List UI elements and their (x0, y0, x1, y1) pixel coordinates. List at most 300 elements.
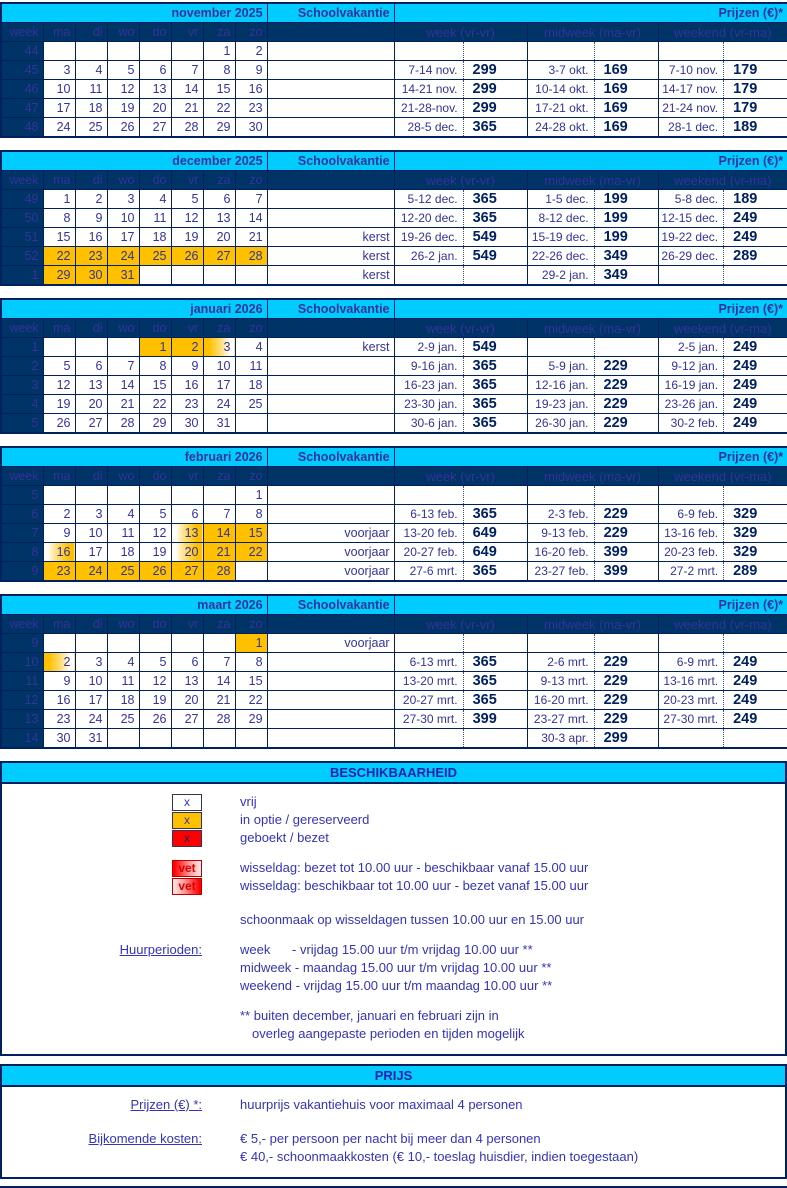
vacation-label-cell (267, 505, 394, 524)
vacation-label-cell (267, 99, 394, 118)
availability-legend (2, 793, 785, 847)
price-date: 14-21 nov. (401, 82, 458, 96)
day-cell: 9 (43, 524, 75, 543)
price-cell-week (394, 710, 527, 729)
week-row (1, 653, 787, 672)
price-value: 199 (603, 191, 628, 207)
day-cell: 3 (43, 61, 75, 80)
day-cell (43, 338, 75, 357)
day-cell: 26 (139, 710, 171, 729)
price-date: 20-27 feb. (403, 545, 458, 559)
day-cell: 10 (75, 672, 107, 691)
price-date: 9-12 jan. (671, 359, 719, 373)
week-number-cell: 10 (1, 653, 43, 672)
week-number-cell: 8 (1, 543, 43, 562)
day-cell: 20 (171, 691, 203, 710)
week-number-cell: 51 (1, 228, 43, 247)
day-cell: 14 (107, 376, 139, 395)
day-cell: 19 (43, 395, 75, 414)
schoolvakantie-title: Schoolvakantie (267, 151, 394, 171)
price-separator (723, 486, 724, 504)
day-cell: 22 (235, 543, 267, 562)
day-column-header-ma: ma (43, 171, 75, 190)
vacation-label-cell (267, 414, 394, 434)
month-title: december 2025 (1, 151, 267, 171)
price-cell-weekend (658, 634, 787, 653)
day-cell: 22 (203, 99, 235, 118)
day-column-header-do: do (139, 467, 171, 486)
week-row (1, 42, 787, 61)
day-cell (107, 634, 139, 653)
day-cell: 15 (139, 376, 171, 395)
day-cell: 11 (107, 672, 139, 691)
price-cell-midweek (527, 99, 658, 118)
day-cell: 2 (43, 505, 75, 524)
price-value: 249 (733, 396, 758, 412)
price-cell-midweek (527, 691, 658, 710)
vacation-label-cell (267, 653, 394, 672)
price-date: 7-14 nov. (408, 63, 458, 77)
week-number-cell: 49 (1, 190, 43, 209)
day-cell: 15 (235, 524, 267, 543)
week-row (1, 228, 787, 247)
week-number-cell: 5 (1, 414, 43, 434)
day-cell: 26 (107, 118, 139, 138)
price-date: 9-13 feb. (541, 526, 589, 540)
day-cell: 2 (43, 653, 75, 672)
price-cell-week (394, 543, 527, 562)
huurperioden-label: Huurperioden: (119, 942, 202, 957)
price-value: 229 (603, 506, 628, 522)
price-cell-week (394, 505, 527, 524)
price-column-header-0: week (vr-vr) (394, 319, 527, 338)
bijkomende-kosten-block (2, 1130, 785, 1166)
week-row (1, 395, 787, 414)
price-date: 19-26 dec. (400, 230, 458, 244)
month-header-row (1, 299, 787, 319)
price-value: 365 (472, 377, 497, 393)
schoolvakantie-title: Schoolvakantie (267, 3, 394, 23)
day-cell: 14 (203, 672, 235, 691)
price-cell-weekend (658, 653, 787, 672)
price-value: 189 (733, 119, 758, 135)
price-column-header-0: week (vr-vr) (394, 23, 527, 42)
price-value: 229 (603, 525, 628, 541)
day-cell: 19 (171, 228, 203, 247)
month-table-4 (0, 446, 787, 582)
day-column-header-za: za (203, 23, 235, 42)
price-cell-weekend (658, 672, 787, 691)
price-value: 365 (472, 673, 497, 689)
price-value: 229 (603, 673, 628, 689)
price-separator (723, 42, 724, 60)
day-cell: 24 (75, 562, 107, 582)
day-cell: 27 (203, 247, 235, 266)
price-cell-weekend (658, 61, 787, 80)
day-cell: 17 (203, 376, 235, 395)
day-cell: 13 (171, 524, 203, 543)
vacation-label-cell (267, 672, 394, 691)
day-cell: 30 (235, 118, 267, 138)
day-column-header-ma: ma (43, 23, 75, 42)
day-cell: 2 (235, 42, 267, 61)
bijkomende-row (2, 1148, 785, 1166)
prijzen-title: Prijzen (€)* (394, 299, 787, 319)
price-column-header-1: midweek (ma-vr) (527, 171, 658, 190)
day-cell: 13 (139, 80, 171, 99)
day-cell: 4 (107, 653, 139, 672)
week-number-cell: 4 (1, 395, 43, 414)
wisseldag-legend (2, 859, 785, 895)
price-date: 7-10 nov. (668, 63, 719, 77)
week-row (1, 61, 787, 80)
footnote-row-2 (2, 1025, 785, 1043)
price-value: 249 (733, 339, 758, 355)
price-cell-week (394, 266, 527, 286)
price-date: 6-13 mrt. (409, 655, 458, 669)
day-cell: 1 (43, 190, 75, 209)
footnote-row-1 (2, 1007, 785, 1025)
day-cell: 26 (139, 562, 171, 582)
day-cell: 5 (139, 505, 171, 524)
bijkomende-line: € 40,- schoonmaakkosten (€ 10,- toeslag huisdier, indien toegestaan) (240, 1149, 639, 1164)
price-cell-weekend (658, 691, 787, 710)
week-number-cell: 12 (1, 691, 43, 710)
price-value: 229 (603, 415, 628, 431)
day-cell: 13 (75, 376, 107, 395)
price-date: 26-30 jan. (535, 416, 589, 430)
day-cell: 24 (203, 395, 235, 414)
day-cell: 8 (203, 61, 235, 80)
price-date: 30-2 feb. (670, 416, 719, 430)
price-cell-weekend (658, 80, 787, 99)
prijzen-text: huurprijs vakantiehuis voor maximaal 4 personen (240, 1097, 523, 1112)
day-cell: 31 (107, 266, 139, 286)
price-cell-midweek (527, 376, 658, 395)
week-number-cell: 7 (1, 524, 43, 543)
price-cell-week (394, 247, 527, 266)
week-row (1, 710, 787, 729)
day-cell: 3 (75, 653, 107, 672)
price-cell-midweek (527, 505, 658, 524)
week-number-cell: 3 (1, 376, 43, 395)
price-date: 13-16 feb. (664, 526, 719, 540)
vacation-label-cell (267, 691, 394, 710)
day-cell: 9 (75, 209, 107, 228)
price-cell-midweek (527, 209, 658, 228)
week-number-cell: 9 (1, 562, 43, 582)
day-cell: 13 (203, 209, 235, 228)
day-column-header-vr: vr (171, 467, 203, 486)
day-cell: 12 (107, 80, 139, 99)
price-date: 27-30 mrt. (663, 712, 719, 726)
availability-item (2, 811, 785, 829)
day-cell: 22 (139, 395, 171, 414)
day-cell: 8 (235, 653, 267, 672)
day-cell (171, 486, 203, 505)
prijs-header: PRIJS (2, 1066, 785, 1087)
schoonmaak-row (2, 911, 785, 929)
price-cell-weekend (658, 228, 787, 247)
huurperioden-line: weekend - vrijdag 15.00 uur t/m maandag 10.00 uur ** (240, 978, 553, 993)
day-cell (75, 42, 107, 61)
price-value: 229 (603, 358, 628, 374)
day-cell: 1 (139, 338, 171, 357)
price-separator (463, 266, 464, 284)
price-column-header-1: midweek (ma-vr) (527, 467, 658, 486)
price-date: 16-20 mrt. (533, 693, 589, 707)
day-cell (75, 338, 107, 357)
price-date: 9-13 mrt. (540, 674, 589, 688)
prijs-section (0, 1064, 787, 1179)
day-cell: 20 (75, 395, 107, 414)
week-number-cell: 2 (1, 357, 43, 376)
vacation-label-cell (267, 357, 394, 376)
vacation-label-cell: voorjaar (267, 562, 394, 582)
price-separator (723, 266, 724, 284)
week-row (1, 486, 787, 505)
price-date: 10-14 okt. (535, 82, 589, 96)
week-row (1, 414, 787, 434)
price-value: 289 (733, 563, 758, 579)
price-cell-weekend (658, 524, 787, 543)
price-value: 365 (472, 119, 497, 135)
vacation-label-cell: kerst (267, 228, 394, 247)
availability-item (2, 793, 785, 811)
day-cell (107, 486, 139, 505)
day-cell: 16 (75, 228, 107, 247)
schoolvakantie-column-header (267, 615, 394, 634)
day-cell: 17 (75, 691, 107, 710)
beschikbaarheid-content (2, 784, 785, 1054)
huurperioden-line: midweek - maandag 15.00 uur t/m vrijdag 10.00 uur ** (240, 960, 552, 975)
day-column-header-za: za (203, 171, 235, 190)
price-cell-week (394, 357, 527, 376)
vacation-label-cell: voorjaar (267, 543, 394, 562)
schoolvakantie-column-header (267, 23, 394, 42)
vacation-label-cell (267, 486, 394, 505)
price-date: 5-8 dec. (674, 192, 719, 206)
price-separator (594, 634, 595, 652)
week-row (1, 562, 787, 582)
price-cell-weekend (658, 395, 787, 414)
price-cell-week (394, 42, 527, 61)
price-value: 249 (733, 377, 758, 393)
day-cell: 24 (107, 247, 139, 266)
day-cell (139, 266, 171, 286)
price-cell-weekend (658, 118, 787, 138)
week-row (1, 729, 787, 749)
day-column-header-wo: wo (107, 467, 139, 486)
week-number-cell: 13 (1, 710, 43, 729)
price-date: 20-23 feb. (664, 545, 719, 559)
price-value: 179 (733, 62, 758, 78)
price-value: 249 (733, 692, 758, 708)
prijzen-title: Prijzen (€)* (394, 447, 787, 467)
legend-swatch-booked: x (172, 830, 202, 847)
day-cell: 20 (171, 543, 203, 562)
price-value: 229 (603, 654, 628, 670)
prijzen-title: Prijzen (€)* (394, 3, 787, 23)
price-cell-midweek (527, 653, 658, 672)
week-number-cell: 5 (1, 486, 43, 505)
day-cell: 15 (203, 80, 235, 99)
day-column-header-do: do (139, 319, 171, 338)
price-date: 21-28-nov. (401, 101, 458, 115)
price-cell-weekend (658, 486, 787, 505)
day-column-header-do: do (139, 615, 171, 634)
day-cell: 6 (139, 61, 171, 80)
month-header-row (1, 595, 787, 615)
day-cell (107, 338, 139, 357)
week-number-cell: 9 (1, 634, 43, 653)
price-cell-weekend (658, 414, 787, 434)
day-cell (75, 486, 107, 505)
price-value: 365 (472, 358, 497, 374)
day-cell: 18 (235, 376, 267, 395)
day-cell: 6 (203, 190, 235, 209)
week-row (1, 266, 787, 286)
price-cell-midweek (527, 338, 658, 357)
price-cell-week (394, 338, 527, 357)
month-title: maart 2026 (1, 595, 267, 615)
week-number-cell: 47 (1, 99, 43, 118)
day-cell: 17 (43, 99, 75, 118)
day-cell: 5 (171, 190, 203, 209)
vacation-label-cell (267, 80, 394, 99)
price-column-header-0: week (vr-vr) (394, 171, 527, 190)
week-row (1, 634, 787, 653)
day-cell: 11 (235, 357, 267, 376)
price-date: 23-30 jan. (404, 397, 458, 411)
price-date: 21-24 nov. (662, 101, 719, 115)
day-cell (235, 414, 267, 434)
price-value: 169 (603, 119, 628, 135)
price-column-header-2: weekend (vr-ma) (658, 23, 787, 42)
day-column-header-ma: ma (43, 467, 75, 486)
day-cell: 7 (235, 190, 267, 209)
day-column-header-wo: wo (107, 171, 139, 190)
day-cell: 27 (139, 118, 171, 138)
vacation-label-cell (267, 729, 394, 749)
price-cell-weekend (658, 710, 787, 729)
day-cell: 21 (235, 228, 267, 247)
week-row (1, 209, 787, 228)
price-value: 299 (472, 81, 497, 97)
wisseldag-item-label: wisseldag: bezet tot 10.00 uur - beschikbaar vanaf 15.00 uur (240, 860, 589, 875)
day-cell: 17 (75, 543, 107, 562)
price-cell-midweek (527, 543, 658, 562)
price-column-header-2: weekend (vr-ma) (658, 467, 787, 486)
price-date: 12-15 dec. (661, 211, 719, 225)
day-cell: 16 (171, 376, 203, 395)
price-cell-weekend (658, 209, 787, 228)
day-cell: 8 (43, 209, 75, 228)
week-row (1, 505, 787, 524)
wisseldag-item (2, 877, 785, 895)
day-cell: 28 (203, 562, 235, 582)
day-cell: 28 (171, 118, 203, 138)
legend-swatch-vet2: vet (172, 878, 202, 895)
month-table-2 (0, 150, 787, 286)
day-column-header-di: di (75, 171, 107, 190)
price-date: 23-26 jan. (664, 397, 719, 411)
price-date: 13-20 mrt. (402, 674, 458, 688)
price-cell-weekend (658, 376, 787, 395)
week-number-cell: 1 (1, 266, 43, 286)
price-date: 8-12 dec. (538, 211, 589, 225)
price-date: 1-5 dec. (545, 192, 589, 206)
schoolvakantie-title: Schoolvakantie (267, 595, 394, 615)
bijkomende-label: Bijkomende kosten: (88, 1131, 202, 1146)
price-value: 649 (472, 525, 497, 541)
month-title: november 2025 (1, 3, 267, 23)
price-cell-midweek (527, 357, 658, 376)
schoolvakantie-title: Schoolvakantie (267, 299, 394, 319)
price-value: 289 (733, 248, 758, 264)
day-cell: 12 (171, 209, 203, 228)
day-cell: 17 (107, 228, 139, 247)
day-cell: 7 (203, 505, 235, 524)
month-title: januari 2026 (1, 299, 267, 319)
day-cell: 8 (139, 357, 171, 376)
price-cell-weekend (658, 357, 787, 376)
day-cell: 18 (139, 228, 171, 247)
price-cell-midweek (527, 395, 658, 414)
day-cell: 10 (75, 524, 107, 543)
week-number-cell: 14 (1, 729, 43, 749)
day-cell: 9 (235, 61, 267, 80)
price-cell-week (394, 634, 527, 653)
day-column-header-di: di (75, 615, 107, 634)
day-cell: 1 (235, 634, 267, 653)
day-cell (203, 634, 235, 653)
prijs-content (2, 1087, 785, 1177)
day-cell: 3 (107, 190, 139, 209)
price-cell-weekend (658, 729, 787, 749)
day-column-header-zo: zo (235, 319, 267, 338)
legend-swatch-vet1: vet (172, 860, 202, 877)
price-cell-midweek (527, 414, 658, 434)
day-column-header-zo: zo (235, 615, 267, 634)
day-cell (235, 562, 267, 582)
month-title: februari 2026 (1, 447, 267, 467)
price-value: 365 (472, 415, 497, 431)
price-date: 27-2 mrt. (670, 564, 719, 578)
price-date: 22-26 dec. (531, 249, 589, 263)
price-cell-midweek (527, 118, 658, 138)
price-cell-midweek (527, 634, 658, 653)
price-value: 349 (603, 248, 628, 264)
price-cell-weekend (658, 247, 787, 266)
day-cell: 5 (107, 61, 139, 80)
price-date: 9-16 jan. (410, 359, 458, 373)
price-cell-midweek (527, 710, 658, 729)
price-cell-week (394, 61, 527, 80)
huurperioden-row (2, 959, 785, 977)
day-cell: 7 (171, 61, 203, 80)
month-table-1 (0, 2, 787, 138)
week-column-header: week (1, 23, 43, 42)
day-column-header-za: za (203, 615, 235, 634)
price-date: 17-21 okt. (535, 101, 589, 115)
price-cell-week (394, 376, 527, 395)
price-value: 399 (603, 544, 628, 560)
price-column-header-1: midweek (ma-vr) (527, 319, 658, 338)
price-cell-midweek (527, 61, 658, 80)
price-cell-week (394, 414, 527, 434)
price-cell-week (394, 486, 527, 505)
